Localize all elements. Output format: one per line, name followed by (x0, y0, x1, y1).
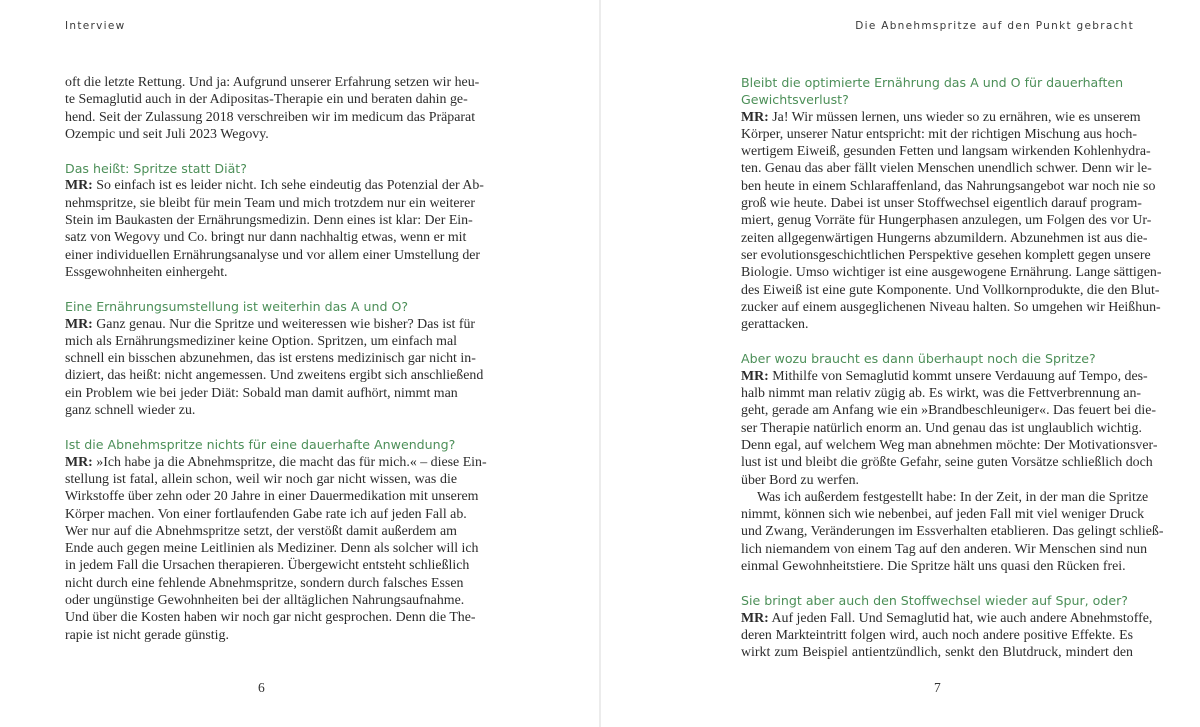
text-line: mich als Ernährungsmediziner keine Option. Spritzen, um einfach mal (65, 333, 457, 349)
page-number-right: 7 (934, 680, 941, 695)
text-line: MR: So einfach ist es leider nicht. Ich sehe eindeutig das Potenzial der Ab- (65, 178, 484, 194)
text-line: oder ungünstige Gewohnheiten bei der alltäglichen Nahrungsaufnahme. (65, 593, 465, 609)
text-line: zucker auf einem ausgeglichenen Niveau halten. So umgehen wir Heißhun- (741, 299, 1161, 315)
text-line: schnell ein bisschen abzunehmen, das ist erstens medizinisch gar nicht in- (65, 351, 476, 367)
text-line: Wer nur auf die Abnehmspritze setzt, der verstößt damit außerdem am (65, 523, 457, 539)
text-line: Was ich außerdem festgestellt habe: In der Zeit, in der man die Spritze (757, 489, 1149, 505)
interview-answer (741, 109, 1162, 334)
interview-question: Sie bringt aber auch den Stoffwechsel wieder auf Spur, oder? (741, 593, 1128, 609)
text-line: MR: Mithilfe von Semaglutid kommt unsere Verdauung auf Tempo, des- (741, 368, 1148, 384)
text-line: MR: Ja! Wir müssen lernen, uns wieder so zu ernähren, wie es unserem (741, 109, 1141, 125)
interview-answer (65, 454, 487, 644)
speaker-label: MR: (741, 109, 769, 125)
page-number-left: 6 (258, 680, 265, 695)
interview-question: Das heißt: Spritze statt Diät? (65, 161, 247, 177)
text-line: Denn egal, auf welchem Weg man abnehmen möchte: Der Motivationsver- (741, 437, 1158, 453)
interview-answer (65, 316, 484, 420)
text-line: und Zwang, Veränderungen im Essverhalten etablieren. Das gelingt schließ- (741, 524, 1164, 540)
text-line: groß wie heute. Dabei ist unser Stoffwechsel eigentlich darauf program- (741, 196, 1142, 212)
text-line: MR: Ganz genau. Nur die Spritze und weiteressen wie bisher? Das ist für (65, 316, 476, 332)
text-line: nimmt, können sich wie nebenbei, auf jeden Fall mit viel weniger Druck (741, 507, 1145, 523)
intro-paragraph (65, 74, 480, 143)
text-line: des Eiweiß ist eine gute Komponente. Und Vollkornprodukte, die den Blut- (741, 282, 1160, 298)
text-line: lust ist und bleibt die größte Gefahr, seine guten Vorsätze schließlich doch (741, 455, 1153, 471)
text-line: wertigem Eiweiß, gesunden Fetten und langsam wirkenden Kohlenhydra- (741, 144, 1151, 160)
running-head-left: Interview (65, 20, 126, 32)
speaker-label: MR: (65, 178, 93, 194)
text-line: Ozempic und seit Juli 2023 Wegovy. (65, 126, 269, 142)
text-line: MR: »Ich habe ja die Abnehmspritze, die macht das für mich.« – diese Ein- (65, 454, 487, 470)
text-line: Ende auch gegen meine Leitlinien als Mediziner. Denn als solcher will ich (65, 541, 479, 557)
text-line: nehmspritze, sie bleibt für mein Team und mich trotzdem nur ein weiterer (65, 195, 475, 211)
text-line: gerattacken. (741, 317, 809, 333)
text-line: Und über die Kosten haben wir noch gar nicht gesprochen. Denn die The- (65, 610, 476, 626)
text-line: zeiten allgegenwärtigen Hungerns abzumildern. Abzunehmen ist aus die- (741, 230, 1148, 246)
interview-question: Eine Ernährungsumstellung ist weiterhin das A und O? (65, 299, 409, 315)
text-line: rapie ist nicht gerade günstig. (65, 627, 229, 643)
interview-question: Aber wozu braucht es dann überhaupt noch die Spritze? (741, 351, 1096, 367)
text-line: geht, gerade am Anfang wie ein »Brandbeschleuniger«. Das feuert bei die- (741, 403, 1157, 419)
text-line: nicht durch eine fehlende Abnehmspritze, sondern durch falsches Essen (65, 575, 464, 591)
speaker-label: MR: (741, 610, 769, 626)
interview-question: Ist die Abnehmspritze nichts für eine dauerhafte Anwendung? (65, 437, 456, 453)
text-line: lich niemandem von einem Tag auf den anderen. Wir Menschen sind nun (741, 541, 1148, 557)
text-line: einmal Gewohnheitstiere. Die Spritze hält uns quasi den Rücken frei. (741, 559, 1126, 575)
left-page (65, 74, 487, 644)
text-line: in jedem Fall die Ursachen therapieren. Übergewicht entsteht schließlich (65, 558, 470, 574)
interview-answer (741, 610, 1153, 662)
text-line: ser Therapie natürlich enorm an. Und genau das ist unglaublich wichtig. (741, 420, 1142, 436)
text-line: te Semaglutid auch in der Adipositas-Therapie ein und beraten dahin ge- (65, 92, 468, 108)
text-line: oft die letzte Rettung. Und ja: Aufgrund unserer Erfahrung setzen wir heu- (65, 75, 480, 90)
interview-question: Bleibt die optimierte Ernährung das A und O für dauerhaften Gewichtsverlust? (741, 75, 1124, 108)
text-line: wirkt zum Beispiel antientzündlich, senkt den Blutdruck, mindert den (741, 645, 1133, 661)
text-line: ein Problem wie bei jeder Diät: Sobald man damit aufhört, nimmt man (65, 385, 458, 401)
text-line: Essgewohnheiten einhergeht. (65, 264, 228, 280)
text-line: einer individuellen Ernährungsanalyse und vor allem einer Umstellung der (65, 247, 481, 263)
interview-answer (65, 177, 484, 281)
text-line: miert, genug Vorräte für Hungerphasen anzulegen, um Folgen des vor Ur- (741, 213, 1152, 229)
text-line: Wirkstoffe über zehn oder 20 Jahre in einer Dauermedikation mit unserem (65, 489, 479, 505)
right-page (741, 74, 1164, 662)
text-line: halb nimmt man relativ zügig ab. Es wirkt, was die Fettverbrennung an- (741, 386, 1142, 402)
book-gutter (599, 0, 601, 727)
text-line: über Bord zu werfen. (741, 472, 860, 488)
text-line: Stein im Baukasten der Ernährungsmedizin. Denn eines ist klar: Der Ein- (65, 213, 473, 229)
speaker-label: MR: (65, 316, 93, 332)
text-line: Biologie. Umso wichtiger ist eine ausgewogene Ernährung. Lange sättigen- (741, 265, 1162, 281)
speaker-label: MR: (65, 454, 93, 470)
text-line: diziert, das heißt: nicht angemessen. Und zweitens ergibt sich anschließend (65, 368, 484, 384)
text-line: ten. Genau das aber fällt vielen Menschen unendlich schwer. Denn wir le- (741, 161, 1152, 177)
text-line: MR: Auf jeden Fall. Und Semaglutid hat, wie auch andere Abnehmstoffe, (741, 610, 1153, 626)
text-line: ser evolutionsgeschichtlichen Perspektive gesehen komplett gegen unsere (741, 247, 1151, 263)
text-line: deren Markteintritt folgen wird, auch noch andere positive Effekte. Es (741, 627, 1133, 643)
text-line: satz von Wegovy und Co. bringt nur dann nachhaltig etwas, wenn er mit (65, 230, 467, 246)
text-line: Körper machen. Von einer fortlaufenden Gabe rate ich auf jeden Fall ab. (65, 506, 467, 522)
text-line: ben heute in einem Schlaraffenland, das Nahrungsangebot war noch nie so (741, 178, 1156, 194)
running-head-right: Die Abnehmspritze auf den Punkt gebracht (855, 20, 1134, 32)
text-line: Körper, unserer Natur entspricht: mit der richtigen Mischung aus hoch- (741, 126, 1137, 142)
speaker-label: MR: (741, 368, 769, 384)
text-line: ganz schnell wieder zu. (65, 403, 196, 419)
text-line: hend. Seit der Zulassung 2018 verschreiben wir im medicum das Präparat (65, 109, 476, 125)
text-line: stellung ist fatal, allein schon, weil wir noch gar nicht wissen, was die (65, 471, 457, 487)
interview-answer (741, 368, 1158, 489)
answer-continuation (741, 489, 1164, 575)
